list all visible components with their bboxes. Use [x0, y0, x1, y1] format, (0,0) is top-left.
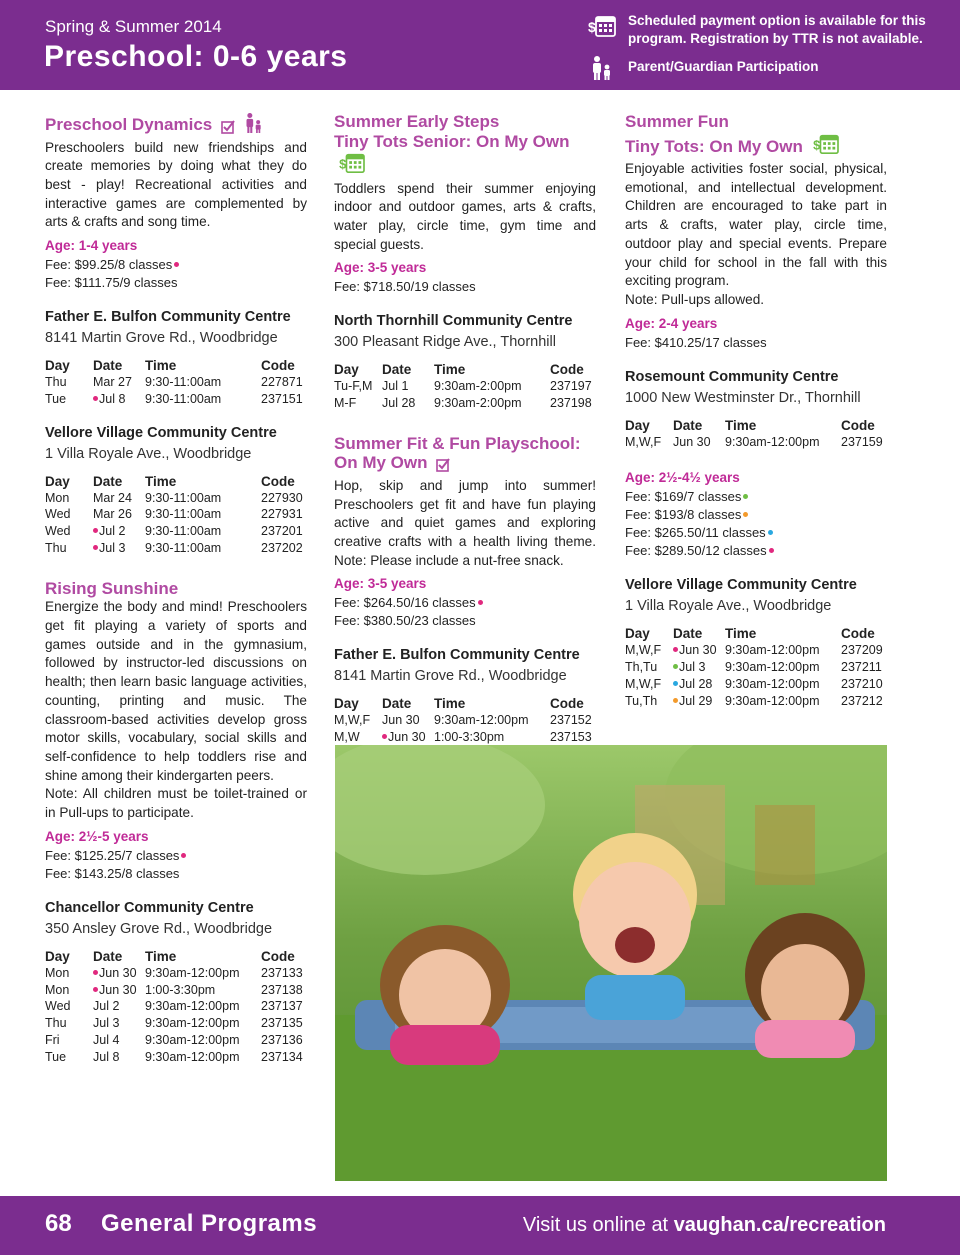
cell: 237212 — [841, 693, 883, 708]
table-row — [45, 998, 307, 1015]
table-row — [45, 1032, 307, 1049]
program-description: Energize the body and mind! Preschoolers get fit playing a variety of sports and games outside and in the gymnasium, followed by instructor-led discussions on health; then learn basic language activities, counting, printing and music. The classroom-based activities develop gross motor skills, vocabulary, social skills and self-confidence to help toddlers rise and shine among their kindergarten peers. — [45, 599, 307, 783]
col-header: Time — [725, 626, 757, 642]
col-header: Day — [334, 696, 359, 712]
venue-name: Rosemount Community Centre — [625, 368, 839, 385]
cell: Tue — [45, 1049, 67, 1064]
schedule-table — [625, 417, 887, 451]
age-range: Age: 2½-5 years — [45, 828, 149, 844]
col-header: Code — [261, 473, 295, 489]
program-summer-fit-fun — [334, 434, 596, 746]
cell: Mar 26 — [93, 507, 132, 522]
table-row — [45, 965, 307, 982]
cell: Jul 28 — [382, 396, 416, 411]
dot-marker — [382, 734, 387, 739]
fee-line — [625, 506, 887, 524]
dot-marker — [673, 664, 678, 669]
venue-name: Chancellor Community Centre — [45, 899, 254, 916]
table-row — [625, 676, 887, 693]
cell: 9:30am-12:00pm — [145, 1032, 240, 1047]
venue-address: 8141 Martin Grove Rd., Woodbridge — [334, 668, 567, 685]
dot-marker — [743, 494, 748, 499]
cell-text: Jun 30 — [679, 643, 717, 658]
cell: M,W — [334, 730, 360, 745]
calendar-dollar-icon — [338, 151, 366, 180]
cell: 9:30am-12:00pm — [434, 713, 529, 728]
fee-line — [625, 542, 887, 560]
cell: 237211 — [841, 660, 882, 675]
venue-name: Vellore Village Community Centre — [45, 424, 277, 441]
children-photo — [335, 745, 887, 1181]
table-row — [45, 374, 307, 391]
table-row — [45, 1049, 307, 1066]
dot-marker — [93, 528, 98, 533]
cell: Jul 1 — [382, 379, 409, 394]
dot-marker — [673, 681, 678, 686]
schedule-table — [334, 361, 596, 412]
cell: 9:30-11:00am — [145, 391, 222, 406]
cell: 9:30am-2:00pm — [434, 379, 522, 394]
cell: 9:30-11:00am — [145, 541, 222, 555]
table-header-row — [625, 417, 887, 434]
cell: 9:30am-2:00pm — [434, 396, 522, 411]
cell: Tue — [45, 391, 67, 406]
season-label: Spring & Summer 2014 — [45, 17, 222, 36]
program-title-text: Preschool Dynamics — [45, 115, 213, 134]
cell: Mar 24 — [93, 490, 132, 505]
col-header: Time — [434, 696, 466, 712]
cell — [673, 642, 725, 659]
svg-text:$: $ — [588, 19, 596, 35]
col-header: Time — [434, 362, 466, 378]
cell: 9:30-11:00am — [145, 524, 222, 539]
cell: M,W,F — [625, 677, 662, 692]
table-row — [334, 712, 596, 729]
col-header: Date — [93, 358, 123, 374]
cell: 237137 — [261, 999, 303, 1014]
legend-scheduled-payment — [588, 12, 928, 48]
cell: 237151 — [261, 391, 303, 406]
cell: 237202 — [261, 541, 303, 555]
table-header-row — [334, 361, 596, 378]
cell: 237210 — [841, 677, 883, 692]
table-header-row — [45, 948, 307, 965]
schedule-table — [45, 357, 307, 408]
program-note: Note: Please include a nut-free snack. — [334, 552, 564, 568]
fee-text: Fee: $264.50/16 classes — [334, 595, 476, 611]
dot-marker — [478, 600, 483, 605]
age-range: Age: 1-4 years — [45, 238, 138, 254]
program-note: Note: Pull-ups allowed. — [625, 291, 765, 307]
fee-line — [625, 524, 887, 542]
cell: 227931 — [261, 507, 303, 522]
col-header: Day — [625, 626, 650, 642]
dot-marker — [181, 853, 186, 858]
venue-name: North Thornhill Community Centre — [334, 313, 573, 330]
venue-address: 1 Villa Royale Ave., Woodbridge — [625, 598, 832, 615]
cell: Jul 8 — [93, 1049, 120, 1064]
cell: 227871 — [261, 375, 303, 390]
venue-address: 1000 New Westminster Dr., Thornhill — [625, 389, 861, 406]
schedule-table — [45, 473, 307, 557]
calendar-dollar-icon — [588, 12, 616, 40]
cell-text: Jul 29 — [679, 693, 713, 708]
column-left — [45, 112, 307, 1066]
cell — [673, 676, 725, 693]
table-row — [45, 490, 307, 507]
program-summer-fun — [625, 112, 887, 710]
cell: 9:30-11:00am — [145, 490, 222, 505]
cell: Jun 30 — [673, 434, 711, 449]
checkbox-icon — [221, 119, 235, 139]
age-range: Age: 3-5 years — [334, 576, 427, 592]
table-header-row — [625, 625, 887, 642]
cell: Jul 4 — [93, 1032, 120, 1047]
cell: 9:30-11:00am — [145, 507, 222, 522]
schedule-table — [625, 625, 887, 709]
fee-text: Fee: $143.25/8 classes — [45, 865, 180, 881]
table-row — [334, 729, 596, 746]
cell: 237159 — [841, 434, 883, 449]
dot-marker — [93, 970, 98, 975]
cell-text: Jul 28 — [679, 677, 713, 692]
col-header: Day — [334, 362, 359, 378]
cell: 237136 — [261, 1032, 303, 1047]
cell — [673, 693, 725, 710]
table-header-row — [334, 695, 596, 712]
table-row — [334, 378, 596, 395]
cell: M,W,F — [625, 434, 662, 449]
cell-text: Jul 2 — [99, 524, 126, 539]
table-row — [45, 982, 307, 999]
col-header: Day — [45, 358, 70, 374]
cell: 9:30am-12:00pm — [725, 660, 820, 675]
cell: 9:30am-12:00pm — [145, 999, 240, 1014]
cell — [93, 965, 145, 982]
program-title — [45, 112, 307, 139]
col-header: Code — [550, 362, 584, 378]
parent-child-icon — [244, 112, 264, 139]
venue-address: 8141 Martin Grove Rd., Woodbridge — [45, 330, 278, 347]
venue-name: Father E. Bulfon Community Centre — [45, 309, 291, 326]
program-subtitle-text: Tiny Tots: On My Own — [625, 136, 803, 156]
col-header: Day — [625, 417, 650, 433]
cell: 1:00-3:30pm — [434, 730, 505, 745]
col-header: Code — [261, 358, 295, 374]
fee-text: Fee: $169/7 classes — [625, 489, 742, 505]
cell: 1:00-3:30pm — [145, 982, 216, 997]
cell: 237152 — [550, 713, 592, 728]
fee-line — [45, 847, 307, 865]
program-description: Preschoolers build new friendships and create memories by doing what they do best - play! Recreational activities and interactive games are complemented by arts & crafts and song time. — [45, 139, 307, 230]
cell: 237198 — [550, 396, 592, 411]
program-note: Note: All children must be toilet-trained or in Pull-ups to participate. — [45, 786, 307, 821]
schedule-table — [45, 948, 307, 1066]
venue-address: 350 Ansley Grove Rd., Woodbridge — [45, 920, 273, 937]
cell-text: Jun 30 — [99, 982, 137, 997]
program-description — [334, 477, 596, 571]
cell: 237138 — [261, 982, 303, 997]
fee-line — [45, 274, 307, 292]
col-header: Date — [673, 417, 703, 433]
cell: 9:30am-12:00pm — [145, 1049, 240, 1064]
program-subtitle — [625, 132, 887, 161]
dot-marker — [743, 512, 748, 517]
col-header: Date — [93, 473, 123, 489]
fee-text: Fee: $193/8 classes — [625, 507, 742, 523]
fee-line — [334, 594, 596, 612]
cell: Mon — [45, 982, 70, 997]
venue-name: Vellore Village Community Centre — [625, 577, 857, 594]
program-subtitle — [334, 132, 596, 180]
cell: 237197 — [550, 379, 592, 394]
fee-text: Fee: $111.75/9 classes — [45, 275, 178, 291]
fee-text: Fee: $99.25/8 classes — [45, 257, 173, 273]
cell: 9:30am-12:00pm — [725, 693, 820, 708]
col-header: Date — [382, 362, 412, 378]
cell: 237133 — [261, 965, 303, 980]
cell: Jul 2 — [93, 999, 120, 1014]
fee-line: Fee: $718.50/19 classes — [334, 279, 476, 295]
fee-line — [45, 865, 307, 883]
cell-text: Jun 30 — [388, 730, 426, 745]
schedule-table — [334, 695, 596, 746]
fee-line — [334, 612, 596, 630]
dot-marker — [174, 262, 179, 267]
col-header: Time — [725, 417, 757, 433]
table-row — [625, 659, 887, 676]
cell: Jul 3 — [93, 1016, 120, 1031]
program-rising-sunshine — [45, 579, 307, 1066]
cell: Thu — [45, 1016, 67, 1031]
program-description: Enjoyable activities foster social, physical, emotional, and intellectual development. Children are encouraged to take part in arts & crafts, water play, circle time, outdoor play and special events. Prepare your child for school in the fall with this exciting program. — [625, 161, 887, 289]
table-row — [45, 1015, 307, 1032]
col-header: Date — [673, 626, 703, 642]
dot-marker — [768, 530, 773, 535]
visit-online — [523, 1214, 886, 1237]
children-photo-illustration — [335, 745, 887, 1181]
table-row — [45, 391, 307, 408]
table-row — [625, 693, 887, 710]
cell: Th,Tu — [625, 660, 658, 675]
cell: 237201 — [261, 524, 303, 539]
description-text: Hop, skip and jump into summer! Preschoolers get fit and have fun playing active and quiet games and exploring creative crafts with a health living theme. — [334, 477, 596, 550]
fee-text: Fee: $380.50/23 classes — [334, 613, 476, 629]
venue-name: Father E. Bulfon Community Centre — [334, 647, 580, 664]
col-header: Time — [145, 948, 177, 964]
col-header: Code — [261, 948, 295, 964]
col-header: Date — [382, 696, 412, 712]
cell: 9:30am-12:00pm — [145, 1016, 240, 1031]
program-title: Summer Early Steps — [334, 112, 500, 131]
program-subtitle-text: On My Own — [334, 453, 428, 473]
table-row — [45, 540, 307, 557]
cell — [93, 982, 145, 999]
column-middle — [334, 112, 596, 746]
website-link[interactable]: vaughan.ca/recreation — [673, 1214, 886, 1236]
cell: Thu — [45, 541, 67, 555]
cell: Mar 27 — [93, 375, 132, 390]
venue-address: 300 Pleasant Ridge Ave., Thornhill — [334, 334, 556, 351]
cell: Jun 30 — [382, 713, 420, 728]
cell: 227930 — [261, 490, 303, 505]
page-number: 68 — [45, 1210, 72, 1237]
table-row — [45, 506, 307, 523]
svg-text:$: $ — [339, 156, 347, 172]
col-header: Time — [145, 473, 177, 489]
cell: 237209 — [841, 643, 883, 658]
cell: 9:30am-12:00pm — [725, 677, 820, 692]
table-header-row — [45, 473, 307, 490]
program-title: Rising Sunshine — [45, 578, 179, 598]
table-row — [45, 523, 307, 540]
program-title: Summer Fun — [625, 112, 729, 131]
checkbox-icon — [436, 457, 450, 477]
dot-marker — [93, 545, 98, 550]
calendar-dollar-icon — [812, 132, 840, 161]
cell: Mon — [45, 965, 70, 980]
cell-text: Jul 3 — [679, 660, 706, 675]
legend-text: Scheduled payment option is available for this program. Registration by TTR is not available. — [628, 13, 926, 46]
svg-text:$: $ — [812, 137, 820, 153]
cell: 237135 — [261, 1016, 303, 1031]
program-summer-early-steps — [334, 112, 596, 412]
page-footer — [0, 1196, 960, 1255]
table-header-row — [45, 357, 307, 374]
age-range: Age: 2½-4½ years — [625, 470, 740, 486]
cell: Wed — [45, 999, 71, 1014]
section-name: General Programs — [101, 1210, 318, 1237]
fee-text: Fee: $289.50/12 classes — [625, 543, 767, 559]
cell: 9:30-11:00am — [145, 375, 222, 390]
cell-text: Jul 3 — [99, 541, 126, 555]
fee-line — [45, 256, 307, 274]
cell: 237134 — [261, 1049, 303, 1064]
cell: Fri — [45, 1032, 60, 1047]
cell: Tu-F,M — [334, 379, 373, 394]
program-subtitle — [334, 453, 596, 477]
col-header: Code — [550, 696, 584, 712]
cell: Wed — [45, 524, 71, 539]
cell: Mon — [45, 490, 70, 505]
cell — [673, 659, 725, 676]
fee-text: Fee: $125.25/7 classes — [45, 847, 180, 863]
dot-marker — [93, 987, 98, 992]
program-description: Toddlers spend their summer enjoying indoor and outdoor games, arts & crafts, water play, circle time, gym time and special guests. — [334, 180, 596, 252]
cell — [93, 523, 145, 540]
table-row — [334, 395, 596, 412]
program-title: Summer Fit & Fun Playschool: — [334, 433, 581, 453]
dot-marker — [93, 396, 98, 401]
col-header: Code — [841, 626, 875, 642]
program-preschool-dynamics — [45, 112, 307, 557]
cell: Tu,Th — [625, 693, 658, 708]
table-row — [625, 642, 887, 659]
cell — [382, 729, 434, 746]
col-header: Time — [145, 358, 177, 374]
col-header: Day — [45, 948, 70, 964]
program-subtitle-text: Tiny Tots Senior: On My Own — [334, 131, 570, 151]
cell — [93, 391, 145, 408]
age-range: Age: 2-4 years — [625, 315, 718, 331]
dot-marker — [673, 698, 678, 703]
cell: 9:30am-12:00pm — [725, 434, 820, 449]
page-header — [0, 0, 960, 90]
cell: M,W,F — [334, 713, 371, 728]
age-range: Age: 3-5 years — [334, 260, 427, 276]
legend-text: Parent/Guardian Participation — [628, 59, 819, 74]
dot-marker — [673, 647, 678, 652]
legend-parent-participation — [588, 54, 928, 82]
cell-text: Jun 30 — [99, 965, 137, 980]
parent-child-icon — [588, 54, 616, 82]
venue-address: 1 Villa Royale Ave., Woodbridge — [45, 445, 252, 462]
col-header: Code — [841, 417, 875, 433]
cell: 237153 — [550, 730, 592, 745]
table-row — [625, 434, 887, 451]
cell: 9:30am-12:00pm — [145, 965, 240, 980]
visit-prefix: Visit us online at — [522, 1214, 674, 1236]
cell: Thu — [45, 375, 67, 390]
fee-text: Fee: $265.50/11 classes — [625, 525, 766, 541]
cell-text: Jul 8 — [99, 391, 126, 406]
cell: M,W,F — [625, 643, 662, 658]
cell: M-F — [334, 396, 357, 411]
cell: 9:30am-12:00pm — [725, 643, 820, 658]
cell — [93, 540, 145, 557]
cell: Wed — [45, 507, 71, 522]
fee-line: Fee: $410.25/17 classes — [625, 334, 767, 350]
column-right — [625, 112, 887, 710]
col-header: Date — [93, 948, 123, 964]
page-title: Preschool: 0-6 years — [44, 40, 348, 73]
col-header: Day — [45, 473, 70, 489]
fee-line — [625, 488, 887, 506]
dot-marker — [769, 548, 774, 553]
